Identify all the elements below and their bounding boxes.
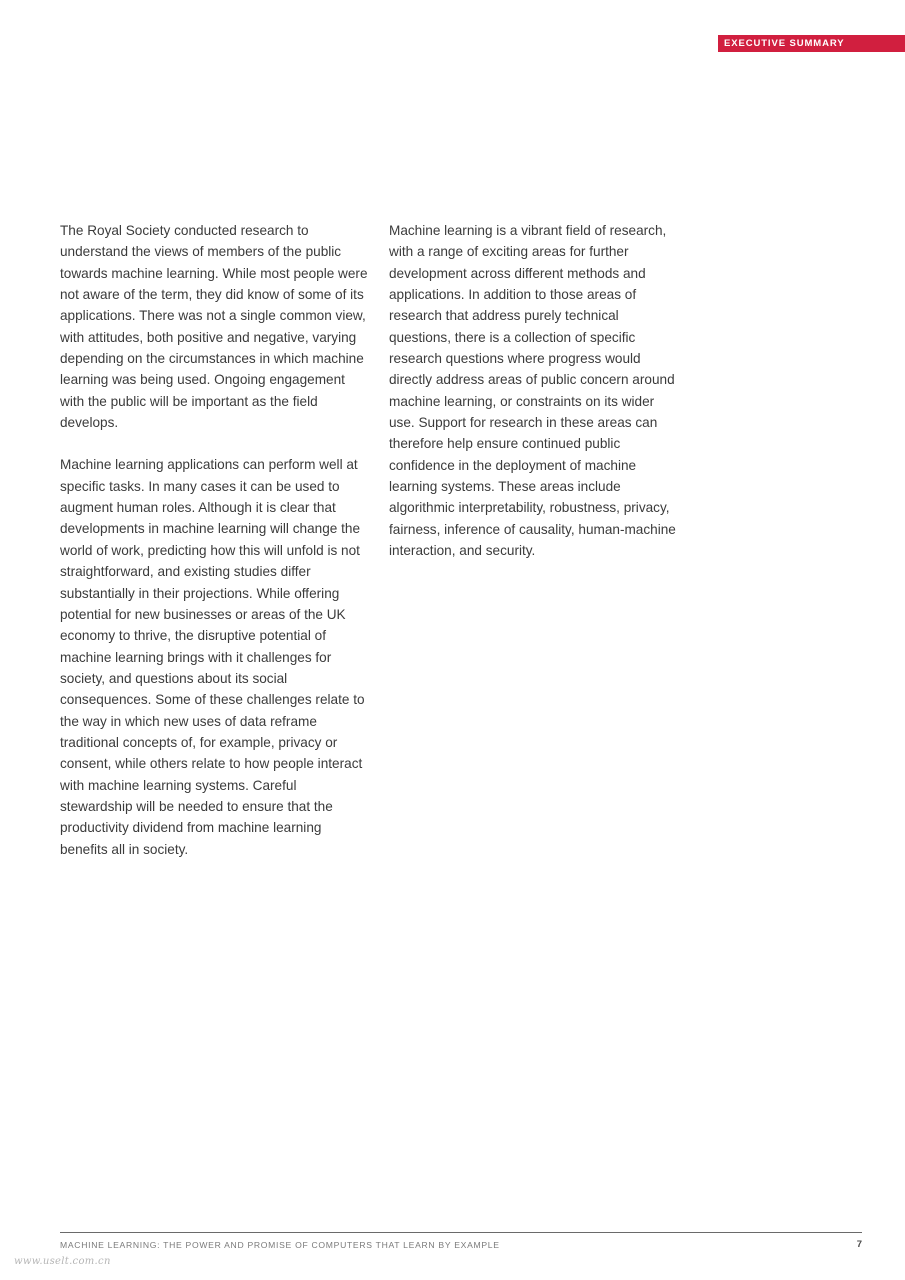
paragraph: Machine learning is a vibrant field of research, with a range of exciting areas for further development across different methods and applications. In addition to those areas of research that address purely technical questions, there is a collection of specific research questions where progress would directly address areas of public concern around machine learning, or constraints on its wider use. Support for research in these areas can therefore help ensure continued public confidence in the deployment of machine learning systems. These areas include algorithmic interpretability, robustness, privacy, fairness, inference of causality, human-machine interaction, and security. [389,223,676,559]
paragraph: The Royal Society conducted research to understand the views of members of the public towards machine learning. While most people were not aware of the term, they did know of some of its applications. There was not a single common view, with attitudes, both positive and negative, varying depending on the circumstances in which machine learning was being used. Ongoing engagement with the public will be important as the field develops. [60,223,368,431]
paragraph: Machine learning applications can perform well at specific tasks. In many cases it can be used to augment human roles. Although it is clear that developments in machine learning will change the world of work, predicting how this will unfold is not straightforward, and existing studies differ substantially in their projections. While offering potential for new businesses or areas of the UK economy to thrive, the disruptive potential of machine learning brings with it challenges for society, and questions about its social consequences. Some of these challenges relate to the way in which new uses of data reframe traditional concepts of, for example, privacy or consent, while others relate to how people interact with machine learning systems. Careful stewardship will be needed to ensure that the productivity dividend from machine learning benefits all in society. [60,457,365,857]
page-number: 7 [856,1239,862,1250]
watermark: www.uselt.com.cn [14,1256,111,1267]
footer-title: MACHINE LEARNING: THE POWER AND PROMISE OF COMPUTERS THAT LEARN BY EXAMPLE [60,1240,500,1250]
section-label: EXECUTIVE SUMMARY [718,35,905,52]
left-column [60,220,372,881]
right-column [389,220,679,583]
footer-divider [60,1232,862,1233]
